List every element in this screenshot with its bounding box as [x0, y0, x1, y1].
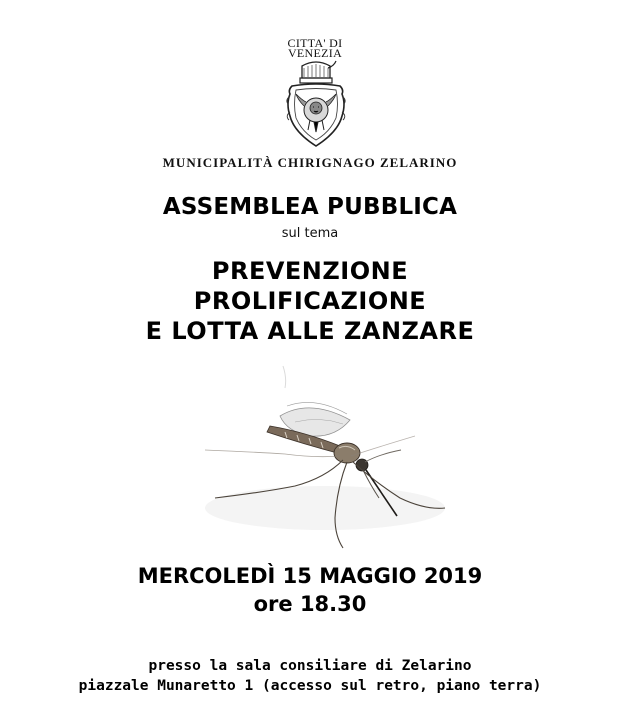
city-name-line1: CITTA' DI	[287, 36, 343, 50]
topic-line-2: PROLIFICAZIONE	[193, 287, 427, 315]
topic-line-1: PREVENZIONE	[211, 257, 409, 285]
municipality-name: MUNICIPALITÀ CHIRIGNAGO ZELARINO	[162, 155, 458, 170]
event-subtitle: sul tema	[281, 226, 339, 241]
mosquito-icon	[175, 358, 460, 558]
topic-line-3: E LOTTA ALLE ZANZARE	[145, 317, 475, 345]
venue-line-1: presso la sala consiliare di Zelarino	[148, 658, 472, 674]
event-title: ASSEMBLEA PUBBLICA	[162, 194, 458, 220]
venice-coat-of-arms-icon	[284, 60, 348, 150]
venue-line-2: piazzale Munaretto 1 (accesso sul retro, piano terra)	[78, 678, 542, 694]
city-name-line2: VENEZIA	[287, 46, 343, 60]
event-date: MERCOLEDÌ 15 MAGGIO 2019	[137, 564, 483, 588]
event-time: ore 18.30	[253, 592, 367, 616]
